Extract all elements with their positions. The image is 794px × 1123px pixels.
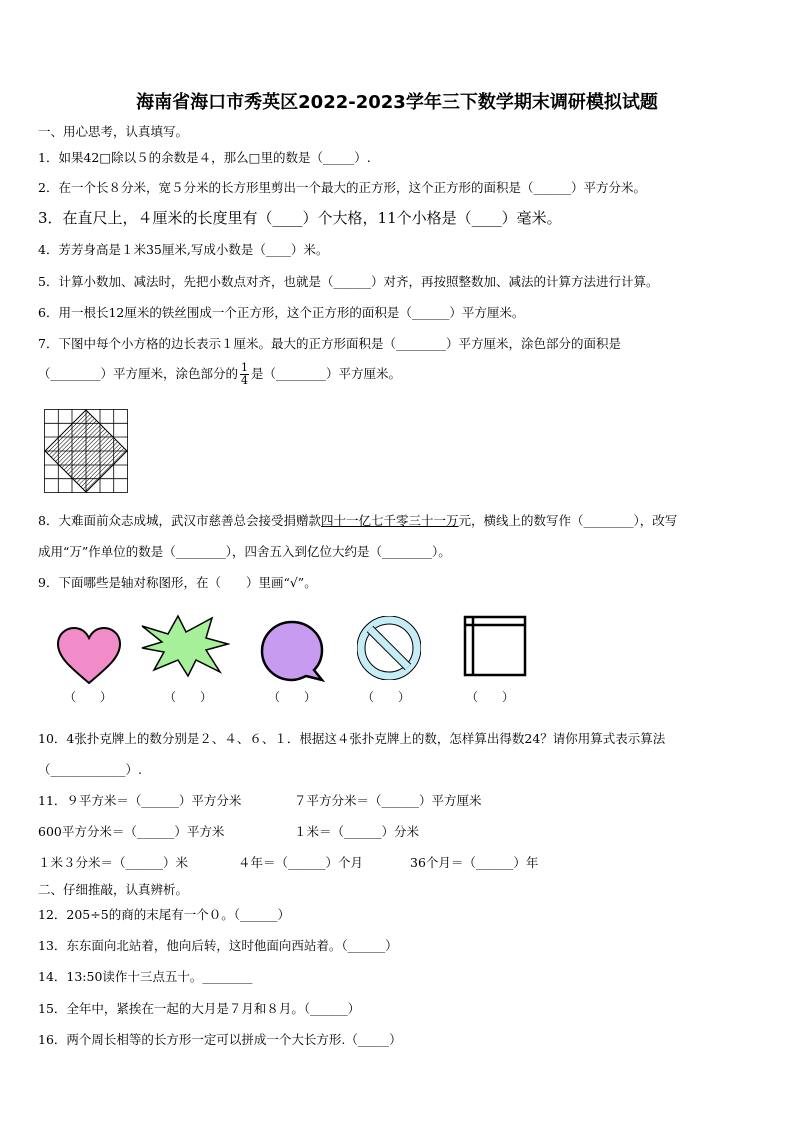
question-10-line-2: （____________）. (38, 762, 142, 777)
q8-text-a: 8．大难面前众志成城，武汉市慈善总会接受捐赠款 (38, 513, 321, 528)
star-burst-icon (140, 614, 230, 678)
answer-paren-star[interactable]: （ ） (164, 690, 213, 704)
q8-text-b: 元，横线上的数写作（________），改写 (458, 513, 678, 528)
double-frame-square-icon (462, 614, 528, 678)
answer-paren-square[interactable]: （ ） (466, 690, 515, 704)
section-1-heading: 一、用心思考，认真填写。 (38, 124, 189, 139)
question-16: 16．两个周长相等的长方形一定可以拼成一个大长方形.（_____） (38, 1032, 402, 1047)
section-2-heading: 二、仔细推敲，认真辨析。 (38, 882, 189, 897)
question-7-line-1: 7．下图中每个小方格的边长表示１厘米。最大的正方形面积是（________）平方厘米，涂色部分的面积是 (38, 336, 621, 351)
fraction-one-quarter (240, 362, 249, 387)
no-symbol-icon (357, 616, 421, 680)
question-6: 6．用一根长12厘米的铁丝围成一个正方形，这个正方形的面积是（______）平方厘米。 (38, 305, 525, 320)
grid-figure (44, 409, 128, 493)
q7-text-b: 是（________）平方厘米。 (251, 366, 402, 381)
question-11-row-2-a: 600平方分米＝（______）平方米 (38, 824, 225, 839)
question-11-row-1-a: 11．９平方米＝（______）平方分米 (38, 793, 242, 808)
question-10-line-1: 10．4张扑克牌上的数分别是２、４、６、１．根据这４张扑克牌上的数，怎样算出得数24？请你用算式表示算法 (38, 731, 666, 746)
answer-paren-bubble[interactable]: （ ） (268, 690, 317, 704)
q7-text-a: （________）平方厘米，涂色部分的 (38, 366, 239, 381)
question-7-line-2 (38, 362, 401, 387)
question-1: 1．如果42□除以５的余数是４，那么□里的数是（_____）. (38, 150, 371, 165)
q8-underlined-amount: 四十一亿七千零三十一万 (320, 513, 459, 528)
question-11-row-1-b: ７平方分米＝（______）平方厘米 (294, 793, 482, 808)
answer-paren-heart[interactable]: （ ） (64, 690, 113, 704)
page-title: 海南省海口市秀英区2022-2023学年三下数学期末调研模拟试题 (136, 92, 658, 113)
question-13: 13．东东面向北站着，他向后转，这时他面向西站着。（______） (38, 938, 398, 953)
question-5: 5．计算小数加、减法时，先把小数点对齐，也就是（______）对齐，再按照整数加、减法的计算方法进行计算。 (38, 274, 659, 289)
speech-bubble-icon (260, 620, 326, 684)
question-11-row-2-b: １米＝（______）分米 (294, 824, 420, 839)
question-14: 14．13:50读作十三点五十。________ (38, 969, 253, 984)
question-3: 3．在直尺上，４厘米的长度里有（____）个大格，11个小格是（____）毫米。 (38, 209, 562, 227)
question-8-line-1 (38, 511, 677, 529)
heart-icon (56, 627, 122, 685)
question-11-row-3-a: １米３分米＝（______）米 (38, 855, 189, 870)
question-15: 15．全年中，紧挨在一起的大月是７月和８月。（______） (38, 1001, 361, 1016)
question-11-row-3-c: 36个月＝（______）年 (410, 855, 539, 870)
question-2: 2．在一个长８分米，宽５分米的长方形里剪出一个最大的正方形，这个正方形的面积是（______）平方分米。 (38, 180, 646, 195)
answer-paren-no-symbol[interactable]: （ ） (362, 690, 411, 704)
fraction-numerator: 1 (241, 361, 249, 374)
question-11-row-3-b: ４年＝（______）个月 (238, 855, 364, 870)
question-4: 4．芳芳身高是１米35厘米,写成小数是（____）米。 (38, 242, 329, 257)
fraction-denominator: 4 (241, 374, 249, 387)
grid-lines (44, 409, 128, 493)
question-8-line-2: 成用“万”作单位的数是（________），四舍五入到亿位大约是（________）。 (38, 544, 451, 559)
question-9: 9．下面哪些是轴对称图形，在（ ）里画“√”。 (38, 575, 317, 590)
question-12: 12．205÷5的商的末尾有一个０。（______） (38, 907, 290, 922)
